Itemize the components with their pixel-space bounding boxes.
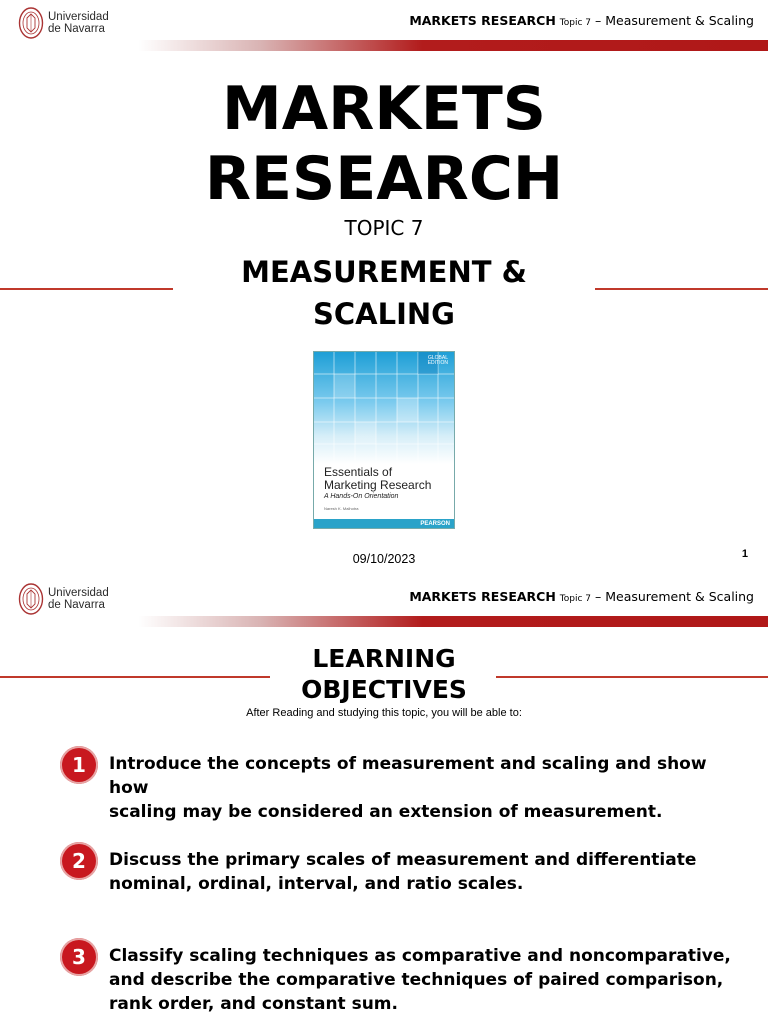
book-author: Naresh K. Malhotra [324, 506, 359, 511]
objective-line: and describe the comparative techniques of paired comparison, [109, 970, 724, 990]
book-edition-line1: GLOBAL [427, 355, 448, 361]
book-subtitle: A Hands-On Orientation [324, 493, 399, 500]
objective-item [60, 944, 750, 1016]
logo-line1: Universidad [48, 587, 109, 599]
book-publisher: PEARSON [420, 521, 450, 527]
objective-number-badge: 2 [60, 842, 98, 880]
objective-item [60, 848, 750, 896]
header-topic-name: – Measurement & Scaling [591, 589, 754, 604]
objective-line: Classify scaling techniques as comparative and noncomparative, [109, 946, 731, 966]
objective-line: scaling may be considered an extension of measurement. [109, 802, 663, 822]
objective-number-badge: 3 [60, 938, 98, 976]
objective-text [109, 848, 696, 896]
book-text [324, 466, 452, 511]
title-line2: RESEARCH [204, 144, 564, 214]
logo-line2: de Navarra [48, 23, 105, 35]
university-logo [18, 6, 109, 40]
logo-line1: Universidad [48, 11, 109, 23]
header-course-title [409, 589, 754, 604]
objective-line: rank order, and constant sum. [109, 994, 398, 1014]
topic-label: TOPIC 7 [344, 216, 424, 240]
title-line1: MARKETS [222, 74, 546, 144]
book-edition [428, 356, 448, 366]
page-number: 1 [741, 548, 748, 560]
header-course-title [409, 13, 754, 28]
subtitle-line2: SCALING [313, 297, 455, 331]
university-seal-icon [18, 6, 44, 40]
subtitle-line1: MEASUREMENT & [241, 255, 527, 289]
header-topic-name: – Measurement & Scaling [591, 13, 754, 28]
slide-date: 09/10/2023 [352, 552, 416, 566]
objectives-title-line2: OBJECTIVES [301, 675, 467, 704]
book-edition-line2: EDITION [427, 360, 448, 366]
book-title-line1: Essentials of [324, 465, 393, 479]
header-bar [0, 40, 768, 51]
university-seal-icon [18, 582, 44, 616]
university-logo [18, 582, 109, 616]
objective-item [60, 752, 750, 824]
objective-number-badge: 1 [60, 746, 98, 784]
cover-tiles-image [314, 352, 455, 464]
header-topic-small: Topic 7 [559, 18, 592, 28]
objectives-intro: After Reading and studying this topic, you will be able to: [246, 707, 522, 719]
objective-text [109, 944, 731, 1016]
logo-line2: de Navarra [48, 599, 105, 611]
objectives-title-line1: LEARNING [312, 644, 456, 673]
header-topic-small: Topic 7 [559, 594, 592, 604]
objective-text [109, 752, 750, 824]
header-bar [0, 616, 768, 627]
textbook-cover [313, 351, 455, 529]
objective-line: Discuss the primary scales of measurement and differentiate [109, 850, 697, 870]
objectives-slide [0, 576, 768, 1024]
objective-line: Introduce the concepts of measurement and scaling and show how [109, 754, 707, 798]
objective-line: nominal, ordinal, interval, and ratio scales. [109, 874, 524, 894]
header-course: MARKETS RESEARCH [409, 13, 556, 28]
header-course: MARKETS RESEARCH [409, 589, 556, 604]
book-title-line2: Marketing Research [324, 478, 432, 492]
